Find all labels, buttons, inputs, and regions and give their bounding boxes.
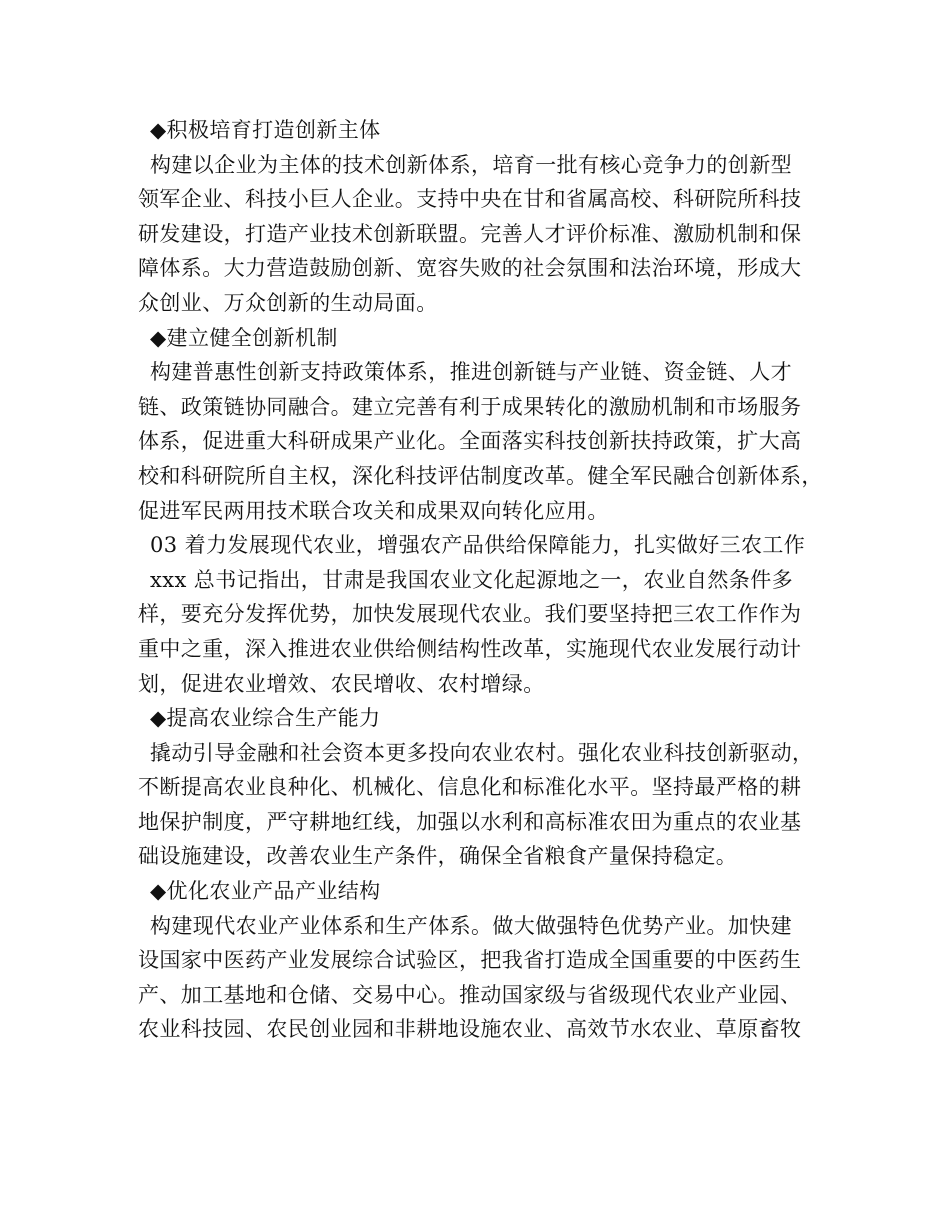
- text-line: xxx 总书记指出，甘肃是我国农业文化起源地之一，农业自然条件多: [150, 567, 794, 592]
- text-line: ◆优化农业产品产业结构: [150, 879, 381, 904]
- text-line: 障体系。大力营造鼓励创新、宽容失败的社会氛围和法治环境，形成大: [138, 256, 802, 281]
- text-line: 校和科研院所自主权，深化科技评估制度改革。健全军民融合创新体系，: [138, 463, 823, 488]
- text-line: 设国家中医药产业发展综合试验区，把我省打造成全国重要的中医药生: [138, 948, 802, 973]
- text-line: 链、政策链协同融合。建立完善有利于成果转化的激励机制和市场服务: [138, 394, 802, 419]
- text-line: 构建普惠性创新支持政策体系，推进创新链与产业链、资金链、人才: [150, 360, 792, 385]
- text-line: 众创业、万众创新的生动局面。: [138, 290, 438, 315]
- text-line: 地保护制度，严守耕地红线，加强以水利和高标准农田为重点的农业基: [138, 809, 802, 834]
- text-line: 农业科技园、农民创业园和非耕地设施农业、高效节水农业、草原畜牧: [138, 1017, 802, 1042]
- text-line: 样，要充分发挥优势，加快发展现代农业。我们要坚持把三农工作作为: [138, 602, 802, 627]
- text-line: ◆积极培育打造创新主体: [150, 118, 381, 142]
- text-line: 研发建设，打造产业技术创新联盟。完善人才评价标准、激励机制和保: [138, 221, 802, 246]
- text-line: 划，促进农业增效、农民增收、农村增绿。: [138, 671, 545, 696]
- text-line: ◆建立健全创新机制: [150, 325, 338, 350]
- text-line: 构建现代农业产业体系和生产体系。做大做强特色优势产业。加快建: [150, 913, 792, 938]
- text-line: 03 着力发展现代农业，增强农产品供给保障能力，扎实做好三农工作: [150, 533, 806, 558]
- text-line: 重中之重，深入推进农业供给侧结构性改革，实施现代农业发展行动计: [138, 636, 802, 661]
- text-line: 础设施建设，改善农业生产条件，确保全省粮食产量保持稳定。: [138, 844, 738, 869]
- text-line: 产、加工基地和仓储、交易中心。推动国家级与省级现代农业产业园、: [138, 982, 802, 1007]
- document-body: [138, 113, 828, 1047]
- text-line: 促进军民两用技术联合攻关和成果双向转化应用。: [138, 498, 609, 523]
- text-line: 体系，促进重大科研成果产业化。全面落实科技创新扶持政策，扩大高: [138, 429, 802, 454]
- text-line: 撬动引导金融和社会资本更多投向农业农村。强化农业科技创新驱动，: [150, 740, 814, 765]
- text-line: ◆提高农业综合生产能力: [150, 706, 381, 731]
- text-line: 构建以企业为主体的技术创新体系，培育一批有核心竞争力的创新型: [150, 152, 792, 177]
- text-line: 不断提高农业良种化、机械化、信息化和标准化水平。坚持最严格的耕: [138, 775, 802, 800]
- text-line: 领军企业、科技小巨人企业。支持中央在甘和省属高校、科研院所科技: [138, 187, 802, 212]
